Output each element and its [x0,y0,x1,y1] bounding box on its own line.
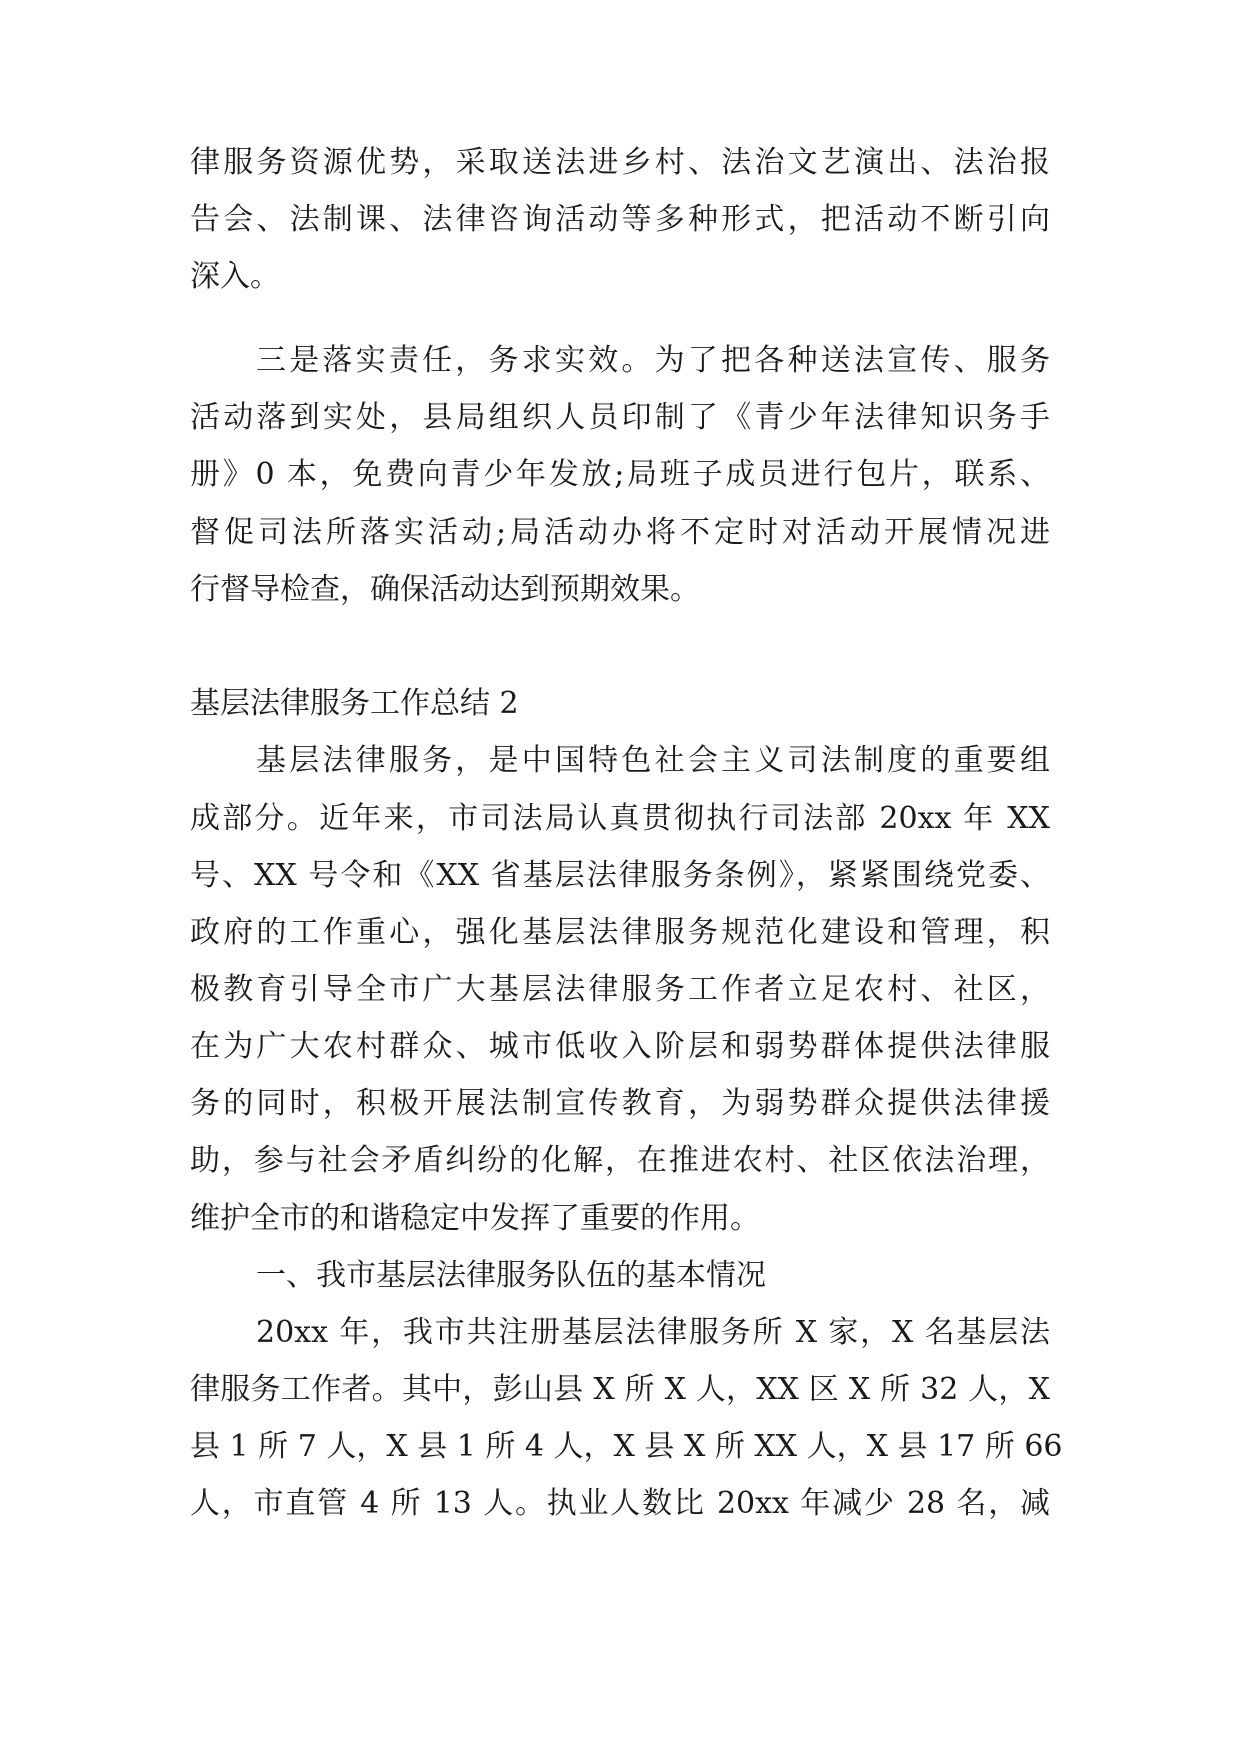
text-line: 人，市直管 4 所 13 人。执业人数比 20xx 年减少 28 名，减 [190,1486,1050,1521]
text-line: 县 1 所 7 人，X 县 1 所 4 人，X 县 X 所 XX 人，X 县 17 所 66 [190,1429,1063,1464]
text-line: 基层法律服务，是中国特色社会主义司法制度的重要组 [256,743,1050,778]
subheading: 一、我市基层法律服务队伍的基本情况 [256,1258,766,1293]
text-line: 20xx 年，我市共注册基层法律服务所 X 家，X 名基层法 [256,1315,1050,1350]
text-line: 告会、法制课、法律咨询活动等多种形式，把活动不断引向 [190,202,1050,237]
text-line: 维护全市的和谐稳定中发挥了重要的作用。 [190,1201,760,1236]
text-line: 督促司法所落实活动;局活动办将不定时对活动开展情况进 [190,515,1050,550]
text-line: 极教育引导全市广大基层法律服务工作者立足农村、社区， [190,972,1050,1007]
text-line: 成部分。近年来，市司法局认真贯彻执行司法部 20xx 年 XX [190,801,1050,836]
text-line: 在为广大农村群众、城市低收入阶层和弱势群体提供法律服 [190,1029,1050,1064]
text-line: 深入。 [190,259,280,294]
text-line: 号、XX 号令和《XX 省基层法律服务条例》，紧紧围绕党委、 [190,858,1050,893]
text-line: 行督导检查，确保活动达到预期效果。 [190,572,700,607]
text-line: 册》0 本，免费向青少年发放;局班子成员进行包片，联系、 [190,457,1050,492]
text-line: 律服务工作者。其中，彭山县 X 所 X 人，XX 区 X 所 32 人，X [190,1372,1050,1407]
text-line: 务的同时，积极开展法制宣传教育，为弱势群众提供法律援 [190,1086,1050,1121]
text-line: 律服务资源优势，采取送法进乡村、法治文艺演出、法治报 [190,145,1050,180]
text-line: 活动落到实处，县局组织人员印制了《青少年法律知识务手 [190,400,1050,435]
section-title: 基层法律服务工作总结 2 [190,686,519,721]
text-line: 三是落实责任，务求实效。为了把各种送法宣传、服务 [256,343,1050,378]
text-line: 政府的工作重心，强化基层法律服务规范化建设和管理，积 [190,915,1050,950]
text-line: 助，参与社会矛盾纠纷的化解，在推进农村、社区依法治理， [190,1143,1050,1178]
